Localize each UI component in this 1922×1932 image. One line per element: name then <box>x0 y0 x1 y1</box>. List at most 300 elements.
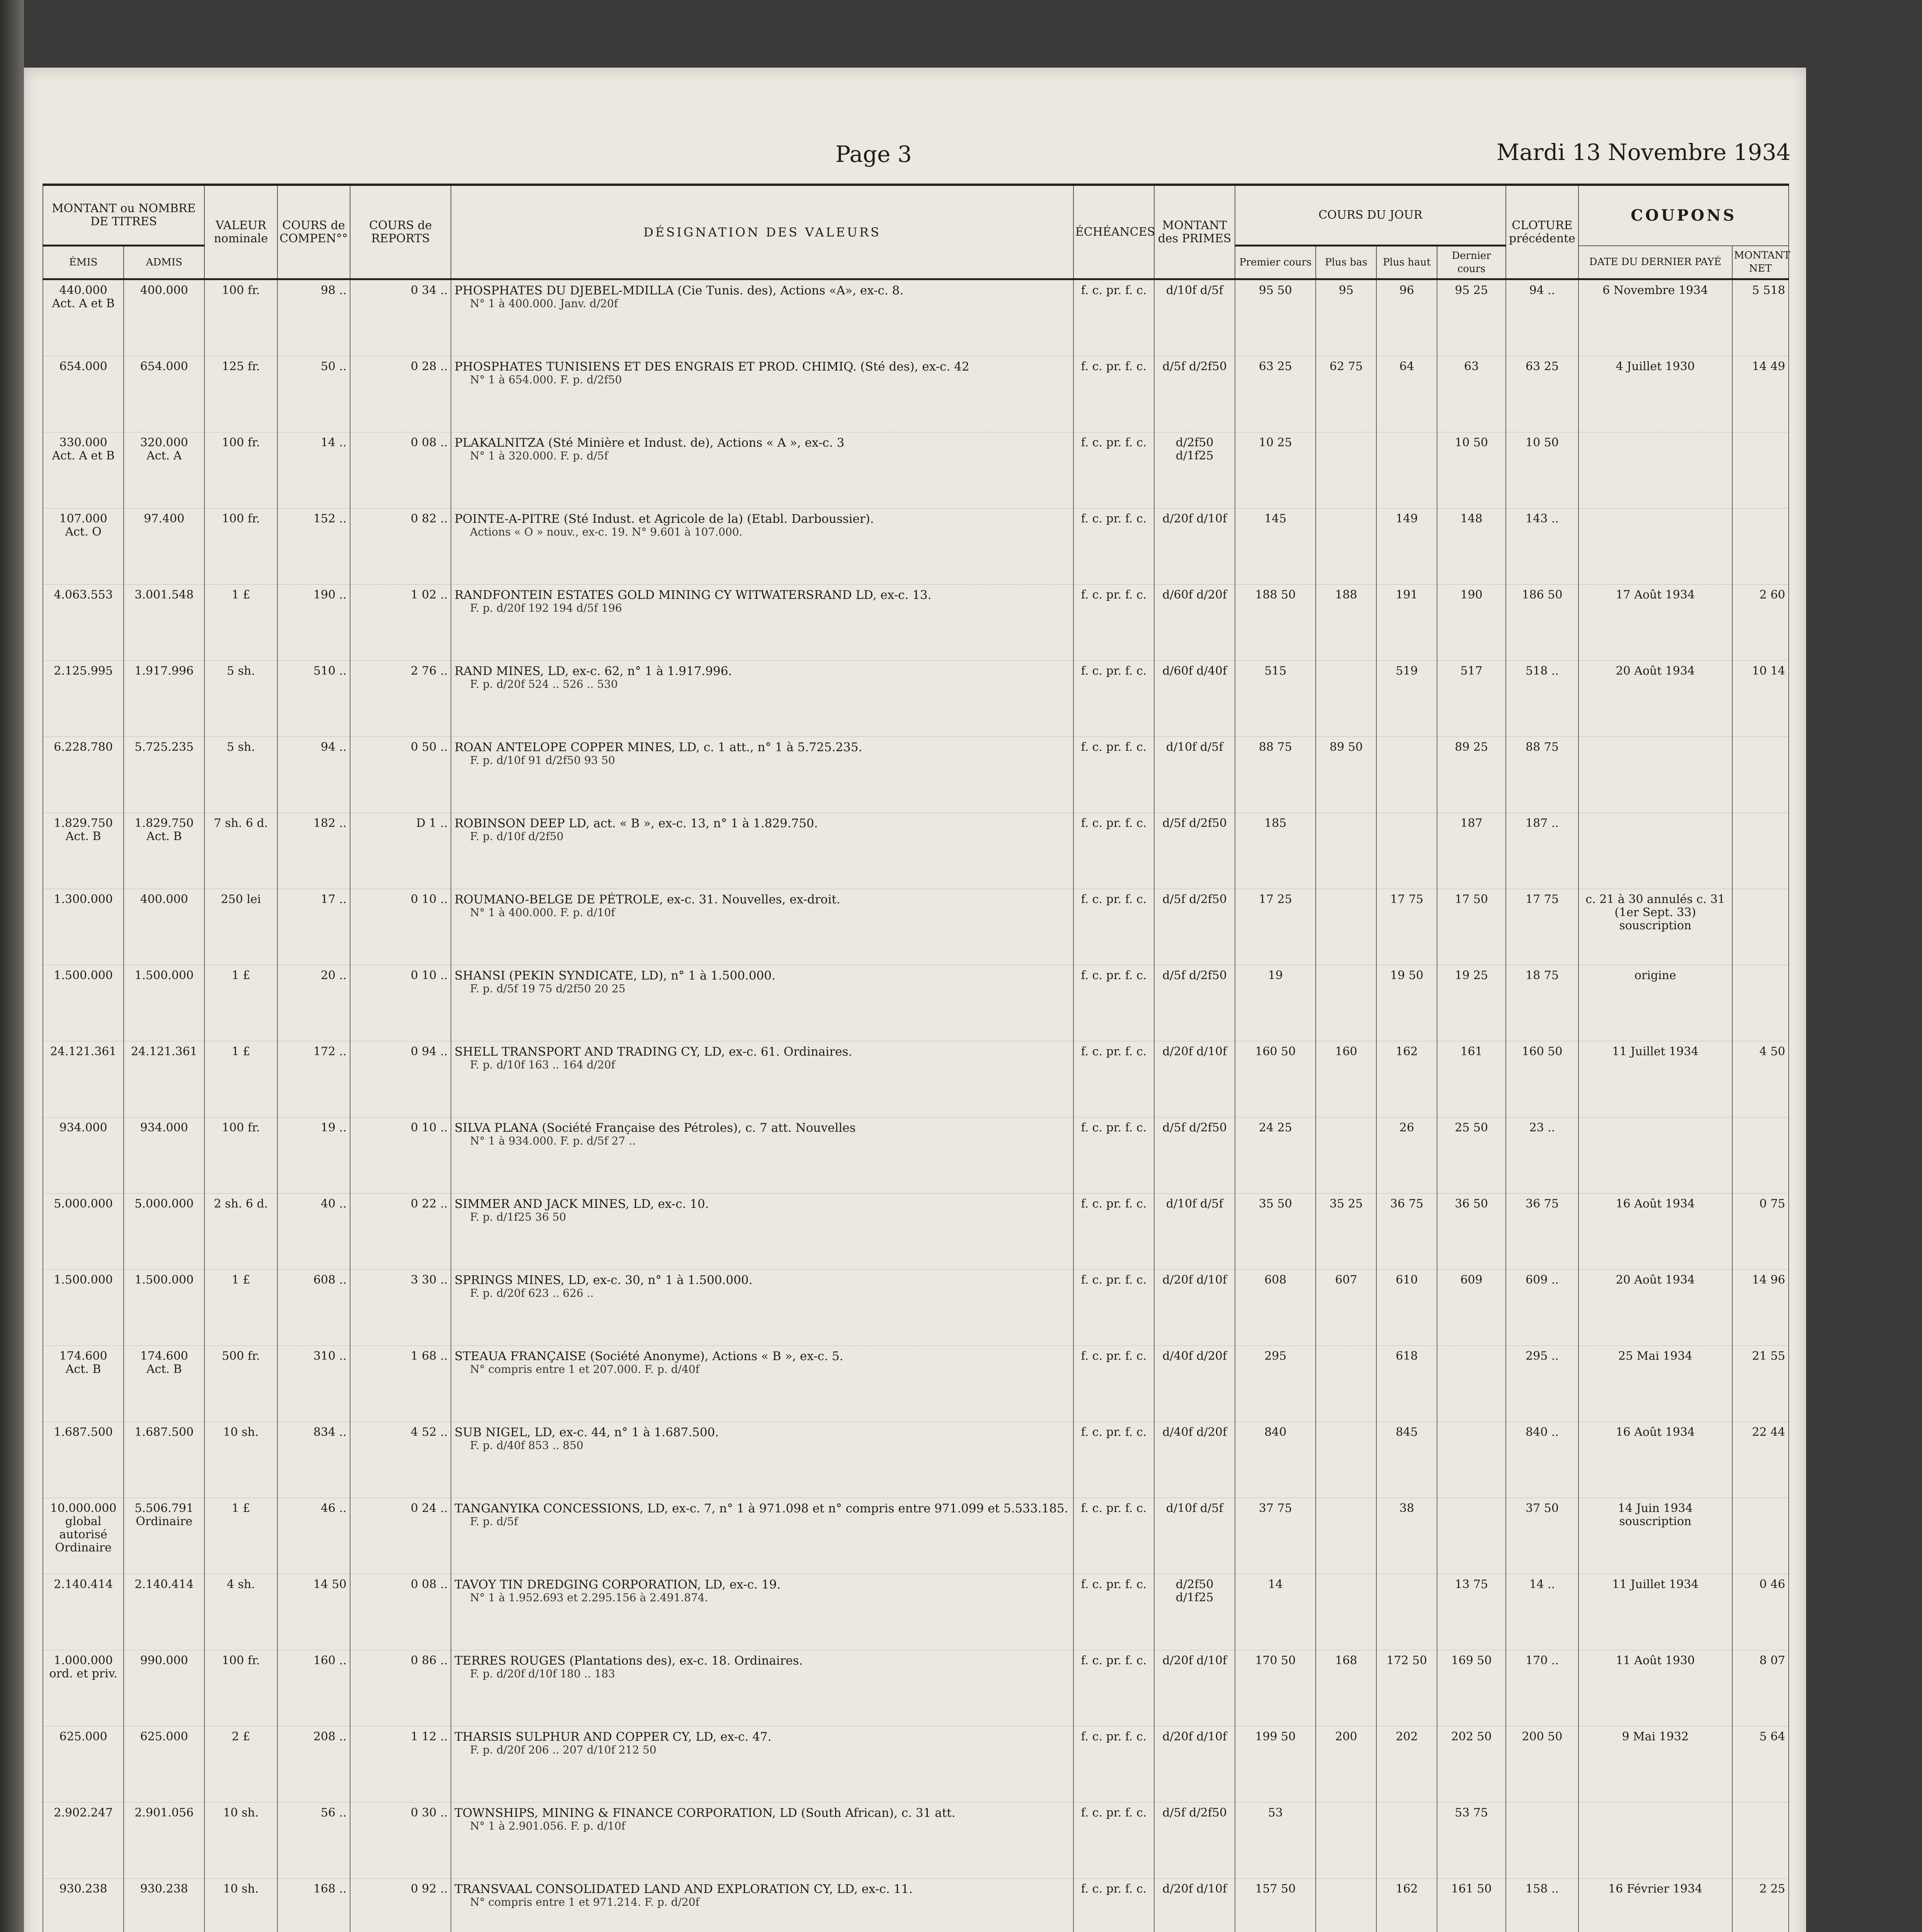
cell-ech: f. c. pr. f. c. <box>1073 889 1154 965</box>
cell-reports: 0 94 .. <box>350 1041 451 1117</box>
cell-designation <box>451 661 1073 737</box>
cell-bas: 188 <box>1316 585 1376 661</box>
cell-primes: d/20f d/10f <box>1154 1650 1235 1726</box>
security-name: STEAUA FRANÇAISE (Société Anonyme), Actions « B », ex-c. 5. <box>454 1349 844 1363</box>
cell-admis: 1.687.500 <box>124 1422 204 1498</box>
cell-valeur: 100 fr. <box>204 279 277 356</box>
col-designation: DÉSIGNATION DES VALEURS <box>451 186 1073 279</box>
cell-valeur: 4 sh. <box>204 1574 277 1650</box>
cell-cloture: 160 50 <box>1506 1041 1578 1117</box>
cell-date: 16 Février 1934 <box>1578 1879 1732 1932</box>
cell-premier: 145 <box>1235 509 1316 585</box>
cell-date <box>1578 1803 1732 1879</box>
cell-emis: 2.140.414 <box>43 1574 124 1650</box>
table-row <box>43 509 1789 585</box>
cell-admis: 5.000.000 <box>124 1194 204 1270</box>
table-row <box>43 661 1789 737</box>
cell-designation <box>451 737 1073 813</box>
cell-reports: 1 12 .. <box>350 1726 451 1803</box>
cell-admis: 1.500.000 <box>124 965 204 1041</box>
cell-designation <box>451 1041 1073 1117</box>
cell-cloture: 609 .. <box>1506 1270 1578 1346</box>
cell-compen: 14 50 <box>277 1574 350 1650</box>
cell-haut: 162 <box>1376 1041 1437 1117</box>
cell-haut: 172 50 <box>1376 1650 1437 1726</box>
cell-bas: 62 75 <box>1316 356 1376 432</box>
table-row <box>43 1117 1789 1194</box>
cell-cloture: 94 .. <box>1506 279 1578 356</box>
table-row <box>43 1803 1789 1879</box>
cell-admis: 990.000 <box>124 1650 204 1726</box>
cell-date: 17 Août 1934 <box>1578 585 1732 661</box>
cell-cloture: 88 75 <box>1506 737 1578 813</box>
security-detail: F. p. d/20f 524 .. 526 .. 530 <box>470 678 618 690</box>
cell-designation <box>451 965 1073 1041</box>
cell-admis: 1.917.996 <box>124 661 204 737</box>
cell-haut: 64 <box>1376 356 1437 432</box>
cell-premier: 157 50 <box>1235 1879 1316 1932</box>
cell-emis: 930.238 <box>43 1879 124 1932</box>
security-name: SHANSI (PEKIN SYNDICATE, LD), n° 1 à 1.500.000. <box>454 969 776 983</box>
cell-reports: 1 02 .. <box>350 585 451 661</box>
security-name: PHOSPHATES TUNISIENS ET DES ENGRAIS ET PROD. CHIMIQ. (Sté des), ex-c. 42 <box>454 360 970 374</box>
cell-net: 10 14 <box>1732 661 1789 737</box>
table-row <box>43 1194 1789 1270</box>
cell-emis: 1.300.000 <box>43 889 124 965</box>
table-row <box>43 1726 1789 1803</box>
cell-net: 4 50 <box>1732 1041 1789 1117</box>
cell-emis: 1.500.000 <box>43 1270 124 1346</box>
cell-date: 25 Mai 1934 <box>1578 1346 1732 1422</box>
cell-admis: 174.600 Act. B <box>124 1346 204 1422</box>
table-row <box>43 1041 1789 1117</box>
cell-dernier: 148 <box>1437 509 1506 585</box>
security-detail: N° 1 à 1.952.693 et 2.295.156 à 2.491.874. <box>470 1591 708 1604</box>
cell-net <box>1732 1117 1789 1194</box>
cell-reports: 3 30 .. <box>350 1270 451 1346</box>
cell-date: 16 Août 1934 <box>1578 1422 1732 1498</box>
security-name: SPRINGS MINES, LD, ex-c. 30, n° 1 à 1.500.000. <box>454 1273 753 1287</box>
cell-designation <box>451 356 1073 432</box>
cell-admis: 930.238 <box>124 1879 204 1932</box>
cell-reports: D 1 .. <box>350 813 451 889</box>
cell-cloture: 18 75 <box>1506 965 1578 1041</box>
cell-premier: 199 50 <box>1235 1726 1316 1803</box>
cell-dernier: 25 50 <box>1437 1117 1506 1194</box>
cell-ech: f. c. pr. f. c. <box>1073 1574 1154 1650</box>
cell-primes: d/5f d/2f50 <box>1154 813 1235 889</box>
cell-premier: 185 <box>1235 813 1316 889</box>
cell-net <box>1732 737 1789 813</box>
cell-primes: d/20f d/10f <box>1154 1041 1235 1117</box>
cell-valeur: 500 fr. <box>204 1346 277 1422</box>
cell-admis: 5.506.791 Ordinaire <box>124 1498 204 1574</box>
cell-bas <box>1316 1346 1376 1422</box>
cell-haut: 17 75 <box>1376 889 1437 965</box>
security-detail: N° 1 à 934.000. F. p. d/5f 27 .. <box>470 1134 636 1147</box>
cell-compen: 40 .. <box>277 1194 350 1270</box>
cell-ech: f. c. pr. f. c. <box>1073 1117 1154 1194</box>
table-row <box>43 1498 1789 1574</box>
col-coupons: COUPONS <box>1578 186 1789 246</box>
cell-ech: f. c. pr. f. c. <box>1073 509 1154 585</box>
cell-cloture: 10 50 <box>1506 432 1578 509</box>
cell-haut: 845 <box>1376 1422 1437 1498</box>
cell-haut <box>1376 813 1437 889</box>
cell-valeur: 10 sh. <box>204 1803 277 1879</box>
cell-admis: 24.121.361 <box>124 1041 204 1117</box>
security-name: PHOSPHATES DU DJEBEL-MDILLA (Cie Tunis. des), Actions «A», ex-c. 8. <box>454 284 904 298</box>
col-premier: Premier cours <box>1235 246 1316 279</box>
cell-ech: f. c. pr. f. c. <box>1073 1650 1154 1726</box>
cell-admis: 400.000 <box>124 279 204 356</box>
cell-dernier: 202 50 <box>1437 1726 1506 1803</box>
cell-ech: f. c. pr. f. c. <box>1073 661 1154 737</box>
cell-emis: 10.000.000 global autorisé Ordinaire <box>43 1498 124 1574</box>
cell-reports: 0 10 .. <box>350 889 451 965</box>
security-name: TAVOY TIN DREDGING CORPORATION, LD, ex-c. 19. <box>454 1578 781 1592</box>
cell-designation <box>451 1346 1073 1422</box>
cell-primes: d/20f d/10f <box>1154 1270 1235 1346</box>
col-admis: ADMIS <box>124 246 204 279</box>
cell-designation <box>451 1194 1073 1270</box>
cell-cloture: 200 50 <box>1506 1726 1578 1803</box>
cell-date: 11 Août 1930 <box>1578 1650 1732 1726</box>
table-row <box>43 585 1789 661</box>
cell-designation <box>451 585 1073 661</box>
cell-reports: 0 28 .. <box>350 356 451 432</box>
cell-net: 14 49 <box>1732 356 1789 432</box>
cell-primes: d/40f d/20f <box>1154 1346 1235 1422</box>
cell-emis: 1.500.000 <box>43 965 124 1041</box>
cell-reports: 0 08 .. <box>350 432 451 509</box>
cell-admis: 1.500.000 <box>124 1270 204 1346</box>
cell-reports: 0 08 .. <box>350 1574 451 1650</box>
cell-net <box>1732 1803 1789 1879</box>
cell-compen: 17 .. <box>277 889 350 965</box>
cell-premier: 95 50 <box>1235 279 1316 356</box>
cell-haut: 149 <box>1376 509 1437 585</box>
cell-haut: 610 <box>1376 1270 1437 1346</box>
cell-bas <box>1316 1422 1376 1498</box>
cell-emis: 6.228.780 <box>43 737 124 813</box>
cell-bas <box>1316 813 1376 889</box>
cell-admis: 320.000 Act. A <box>124 432 204 509</box>
cell-cloture: 840 .. <box>1506 1422 1578 1498</box>
cell-dernier: 36 50 <box>1437 1194 1506 1270</box>
cell-date: 11 Juillet 1934 <box>1578 1574 1732 1650</box>
cell-dernier: 19 25 <box>1437 965 1506 1041</box>
cell-primes: d/10f d/5f <box>1154 737 1235 813</box>
cell-cloture: 37 50 <box>1506 1498 1578 1574</box>
cell-cloture: 17 75 <box>1506 889 1578 965</box>
cell-dernier: 161 <box>1437 1041 1506 1117</box>
cell-haut: 618 <box>1376 1346 1437 1422</box>
cell-compen: 152 .. <box>277 509 350 585</box>
cell-premier: 160 50 <box>1235 1041 1316 1117</box>
cell-compen: 94 .. <box>277 737 350 813</box>
cell-ech: f. c. pr. f. c. <box>1073 279 1154 356</box>
cell-premier: 24 25 <box>1235 1117 1316 1194</box>
cell-emis: 4.063.553 <box>43 585 124 661</box>
cell-bas: 168 <box>1316 1650 1376 1726</box>
security-name: TERRES ROUGES (Plantations des), ex-c. 18. Ordinaires. <box>454 1654 803 1668</box>
table-row <box>43 1879 1789 1932</box>
col-montant-primes: MONTANT des PRIMES <box>1154 186 1235 279</box>
security-detail: F. p. d/20f 192 194 d/5f 196 <box>470 602 622 614</box>
cell-emis: 2.902.247 <box>43 1803 124 1879</box>
cell-bas: 35 25 <box>1316 1194 1376 1270</box>
cell-premier: 188 50 <box>1235 585 1316 661</box>
cell-reports: 0 24 .. <box>350 1498 451 1574</box>
cell-net: 8 07 <box>1732 1650 1789 1726</box>
table-row <box>43 1346 1789 1422</box>
cell-date: 6 Novembre 1934 <box>1578 279 1732 356</box>
cell-cloture: 36 75 <box>1506 1194 1578 1270</box>
security-detail: Actions « O » nouv., ex-c. 19. N° 9.601 à 107.000. <box>470 526 743 538</box>
cell-bas <box>1316 432 1376 509</box>
cell-primes: d/5f d/2f50 <box>1154 965 1235 1041</box>
cell-bas: 95 <box>1316 279 1376 356</box>
cell-haut <box>1376 432 1437 509</box>
col-emis: ÉMIS <box>43 246 124 279</box>
cell-compen: 510 .. <box>277 661 350 737</box>
cell-compen: 208 .. <box>277 1726 350 1803</box>
cell-emis: 1.000.000 ord. et priv. <box>43 1650 124 1726</box>
security-detail: F. p. d/1f25 36 50 <box>470 1211 566 1223</box>
security-detail: N° 1 à 2.901.056. F. p. d/10f <box>470 1820 626 1832</box>
cell-haut: 96 <box>1376 279 1437 356</box>
col-cours-reports: COURS de REPORTS <box>350 186 451 279</box>
cell-primes: d/2f50 d/1f25 <box>1154 1574 1235 1650</box>
cell-admis: 97.400 <box>124 509 204 585</box>
cell-cloture <box>1506 1803 1578 1879</box>
col-cloture: CLOTURE précédente <box>1506 186 1578 279</box>
cell-valeur: 2 sh. 6 d. <box>204 1194 277 1270</box>
cell-cloture: 14 .. <box>1506 1574 1578 1650</box>
col-plus-bas: Plus bas <box>1316 246 1376 279</box>
security-name: RANDFONTEIN ESTATES GOLD MINING CY WITWATERSRAND LD, ex-c. 13. <box>454 588 932 602</box>
cell-reports: 0 10 .. <box>350 965 451 1041</box>
security-name: POINTE-A-PITRE (Sté Indust. et Agricole de la) (Etabl. Darboussier). <box>454 512 874 526</box>
cell-date <box>1578 813 1732 889</box>
cell-valeur: 100 fr. <box>204 1650 277 1726</box>
cell-cloture: 143 .. <box>1506 509 1578 585</box>
cell-designation <box>451 1650 1073 1726</box>
cell-designation <box>451 1498 1073 1574</box>
cell-haut: 26 <box>1376 1117 1437 1194</box>
cell-bas <box>1316 1117 1376 1194</box>
security-name: SUB NIGEL, LD, ex-c. 44, n° 1 à 1.687.500. <box>454 1425 719 1439</box>
security-detail: F. p. d/20f d/10f 180 .. 183 <box>470 1667 615 1680</box>
cell-ech: f. c. pr. f. c. <box>1073 1498 1154 1574</box>
cell-bas <box>1316 661 1376 737</box>
cell-compen: 310 .. <box>277 1346 350 1422</box>
cell-dernier: 10 50 <box>1437 432 1506 509</box>
cell-net: 0 46 <box>1732 1574 1789 1650</box>
cell-valeur: 125 fr. <box>204 356 277 432</box>
cell-primes: d/20f d/10f <box>1154 1726 1235 1803</box>
cell-primes: d/10f d/5f <box>1154 1194 1235 1270</box>
cell-bas: 200 <box>1316 1726 1376 1803</box>
security-name: SHELL TRANSPORT AND TRADING CY, LD, ex-c. 61. Ordinaires. <box>454 1045 852 1059</box>
cell-admis: 5.725.235 <box>124 737 204 813</box>
cell-primes: d/60f d/40f <box>1154 661 1235 737</box>
cell-compen: 98 .. <box>277 279 350 356</box>
cell-premier: 515 <box>1235 661 1316 737</box>
cell-emis: 107.000 Act. O <box>43 509 124 585</box>
cell-net: 22 44 <box>1732 1422 1789 1498</box>
cell-emis: 24.121.361 <box>43 1041 124 1117</box>
cell-ech: f. c. pr. f. c. <box>1073 1422 1154 1498</box>
security-detail: N° 1 à 400.000. F. p. d/10f <box>470 906 615 919</box>
cell-date: 9 Mai 1932 <box>1578 1726 1732 1803</box>
cell-reports: 0 86 .. <box>350 1650 451 1726</box>
security-name: ROAN ANTELOPE COPPER MINES, LD, c. 1 att., n° 1 à 5.725.235. <box>454 740 862 754</box>
cell-dernier: 95 25 <box>1437 279 1506 356</box>
cell-emis: 5.000.000 <box>43 1194 124 1270</box>
cell-emis: 174.600 Act. B <box>43 1346 124 1422</box>
security-detail: N° 1 à 400.000. Janv. d/20f <box>470 297 618 310</box>
cell-cloture: 170 .. <box>1506 1650 1578 1726</box>
cell-premier: 14 <box>1235 1574 1316 1650</box>
cell-valeur: 5 sh. <box>204 737 277 813</box>
quotes-body <box>43 279 1789 1932</box>
cell-ech: f. c. pr. f. c. <box>1073 432 1154 509</box>
cell-valeur: 1 £ <box>204 1041 277 1117</box>
cell-reports: 1 68 .. <box>350 1346 451 1422</box>
cell-emis: 625.000 <box>43 1726 124 1803</box>
cell-ech: f. c. pr. f. c. <box>1073 1726 1154 1803</box>
cell-ech: f. c. pr. f. c. <box>1073 1803 1154 1879</box>
cell-net: 2 60 <box>1732 585 1789 661</box>
cell-net: 21 55 <box>1732 1346 1789 1422</box>
cell-ech: f. c. pr. f. c. <box>1073 1346 1154 1422</box>
cell-emis: 440.000 Act. A et B <box>43 279 124 356</box>
cell-compen: 160 .. <box>277 1650 350 1726</box>
cell-cloture: 295 .. <box>1506 1346 1578 1422</box>
cell-primes: d/5f d/2f50 <box>1154 1117 1235 1194</box>
security-name: TANGANYIKA CONCESSIONS, LD, ex-c. 7, n° 1 à 971.098 et n° compris entre 971.099 et 5.533.185. <box>454 1502 1068 1515</box>
security-name: ROUMANO-BELGE DE PÉTROLE, ex-c. 31. Nouvelles, ex-droit. <box>454 893 840 906</box>
cell-primes: d/5f d/2f50 <box>1154 1803 1235 1879</box>
security-detail: F. p. d/10f d/2f50 <box>470 830 564 843</box>
cell-reports: 0 82 .. <box>350 509 451 585</box>
table-row <box>43 737 1789 813</box>
cell-compen: 56 .. <box>277 1803 350 1879</box>
page-header <box>24 68 1806 180</box>
cell-admis: 934.000 <box>124 1117 204 1194</box>
cell-reports: 0 10 .. <box>350 1117 451 1194</box>
cell-date <box>1578 509 1732 585</box>
cell-net <box>1732 965 1789 1041</box>
cell-net: 14 96 <box>1732 1270 1789 1346</box>
cell-valeur: 100 fr. <box>204 432 277 509</box>
cell-emis: 654.000 <box>43 356 124 432</box>
cell-valeur: 1 £ <box>204 965 277 1041</box>
cell-cloture: 186 50 <box>1506 585 1578 661</box>
cell-designation <box>451 509 1073 585</box>
cell-reports: 0 50 .. <box>350 737 451 813</box>
cell-compen: 46 .. <box>277 1498 350 1574</box>
cell-designation <box>451 1574 1073 1650</box>
cell-premier: 19 <box>1235 965 1316 1041</box>
col-cours-compen: COURS de COMPEN°° <box>277 186 350 279</box>
security-detail: F. p. d/10f 163 .. 164 d/20f <box>470 1058 615 1071</box>
cell-compen: 14 .. <box>277 432 350 509</box>
cell-premier: 170 50 <box>1235 1650 1316 1726</box>
cell-haut: 36 75 <box>1376 1194 1437 1270</box>
cell-dernier: 89 25 <box>1437 737 1506 813</box>
cell-reports: 4 52 .. <box>350 1422 451 1498</box>
cell-date: c. 21 à 30 annulés c. 31 (1er Sept. 33) souscription <box>1578 889 1732 965</box>
cell-premier: 35 50 <box>1235 1194 1316 1270</box>
col-montant: MONTANT ou NOMBRE DE TITRES <box>43 186 204 246</box>
cell-valeur: 1 £ <box>204 585 277 661</box>
cell-ech: f. c. pr. f. c. <box>1073 1270 1154 1346</box>
cell-designation <box>451 889 1073 965</box>
cell-cloture: 187 .. <box>1506 813 1578 889</box>
cell-reports: 0 92 .. <box>350 1879 451 1932</box>
cell-haut: 191 <box>1376 585 1437 661</box>
cell-haut: 519 <box>1376 661 1437 737</box>
quotes-table <box>43 186 1789 1932</box>
cell-designation <box>451 279 1073 356</box>
table-row <box>43 1422 1789 1498</box>
cell-premier: 295 <box>1235 1346 1316 1422</box>
cell-bas <box>1316 1498 1376 1574</box>
security-detail: F. p. d/20f 206 .. 207 d/10f 212 50 <box>470 1743 657 1756</box>
cell-designation <box>451 1879 1073 1932</box>
cell-dernier: 53 75 <box>1437 1803 1506 1879</box>
cell-emis: 2.125.995 <box>43 661 124 737</box>
cell-dernier: 609 <box>1437 1270 1506 1346</box>
cell-valeur: 10 sh. <box>204 1879 277 1932</box>
cell-dernier: 17 50 <box>1437 889 1506 965</box>
cell-premier: 608 <box>1235 1270 1316 1346</box>
cell-compen: 19 .. <box>277 1117 350 1194</box>
table-row <box>43 279 1789 356</box>
security-detail: N° compris entre 1 et 971.214. F. p. d/20f <box>470 1896 699 1908</box>
cell-designation <box>451 1270 1073 1346</box>
cell-bas <box>1316 1574 1376 1650</box>
cell-compen: 172 .. <box>277 1041 350 1117</box>
cell-reports: 2 76 .. <box>350 661 451 737</box>
security-detail: N° 1 à 320.000. F. p. d/5f <box>470 449 608 462</box>
cell-designation <box>451 1726 1073 1803</box>
cell-net: 5 64 <box>1732 1726 1789 1803</box>
cell-net <box>1732 813 1789 889</box>
col-dernier: Dernier cours <box>1437 246 1506 279</box>
security-detail: F. p. d/5f 19 75 d/2f50 20 25 <box>470 982 626 995</box>
cell-valeur: 10 sh. <box>204 1422 277 1498</box>
cell-cloture: 518 .. <box>1506 661 1578 737</box>
cell-ech: f. c. pr. f. c. <box>1073 356 1154 432</box>
cell-primes: d/5f d/2f50 <box>1154 889 1235 965</box>
cell-date: 11 Juillet 1934 <box>1578 1041 1732 1117</box>
cell-ech: f. c. pr. f. c. <box>1073 965 1154 1041</box>
table-row <box>43 1650 1789 1726</box>
cell-haut: 202 <box>1376 1726 1437 1803</box>
cell-valeur: 100 fr. <box>204 509 277 585</box>
cell-primes: d/10f d/5f <box>1154 279 1235 356</box>
table-row <box>43 813 1789 889</box>
cell-haut <box>1376 1574 1437 1650</box>
cell-date: 4 Juillet 1930 <box>1578 356 1732 432</box>
col-plus-haut: Plus haut <box>1376 246 1437 279</box>
cell-bas <box>1316 509 1376 585</box>
cell-compen: 50 .. <box>277 356 350 432</box>
